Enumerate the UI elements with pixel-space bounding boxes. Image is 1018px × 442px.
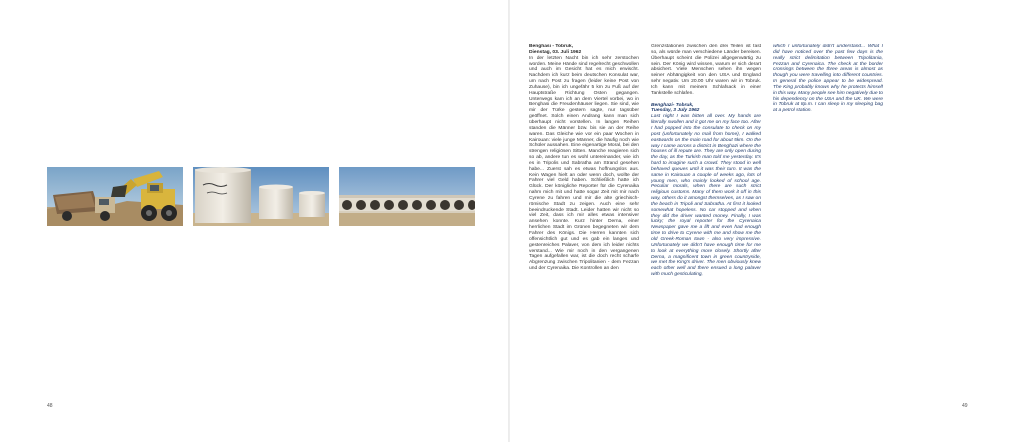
- page-number-right: 49: [962, 403, 968, 409]
- english-heading-line1: Benghazi- Tobruk,: [651, 102, 694, 108]
- english-heading-line2: Tuesday, 3 July 1962: [651, 108, 700, 114]
- text-column-german: [529, 44, 639, 414]
- page-gutter: [508, 0, 510, 442]
- photo-truck-loading: [47, 167, 183, 226]
- cisterns-photo-graphic: [193, 167, 329, 226]
- truck-photo-graphic: [47, 167, 183, 226]
- german-body-part2: Grenzstationen zwischen den drei Teilen ist fast so, als würde man verschiedene Länder bereisen. Überhaupt scheint die Polizei allgegenwärtig zu sein. Der König wird wissen, warum er sich derart absichert. Viele Menschen sehen ihn wegen seiner Abhängigkeit von den USA und England sehr negativ. Um 20.00 Uhr waren wir in Tobruk. Ich kann mit meinem Schlafsack in einer Tankstelle schlafen.: [651, 44, 761, 96]
- pipes-photo-graphic: [339, 167, 475, 226]
- german-body-part1: In der letzten Nacht bin ich sehr zerstochen worden. Meine Hände sind regelrecht geschwollen und auch im Gesicht hat es mich erwischt. Nachdem ich kurz beim deutschen Konsulat war, um nach Post zu fragen (leider keine Post von Zuhause), bin ich ungefähr 5 km zu Fuß auf der Hauptstraße Richtung Osten gegangen. Unterwegs kam ich an dem Viertel vorbei, wo in Benghasi die Freudenhäuser liegen. Sie sind, wie mir der Türke gestern sagte, nur tagsüber geöffnet. Solch einen Andrang kann man sich überhaupt nicht vorstellen. In langen Reihen standen die Männer bzw. bis sie an der Reihe waren. Das Gleiche wie vor ein paar Wochen in Kairouan: viele junge Männer, die häufig noch wie Schüler aussahen. Eine eigenartige Moral, bei den strengen religiösen Sitten. Manche reagieren sich so ab, andere tun es wohl untereinander, wie ich es in Tripolis und Sabratha am Strand gesehen habe... Zuerst sah es etwas hoffnungslos aus. Kein Wagen hielt an oder wenn doch, wollte der Fahrer viel Geld haben. Schließlich hatte ich Glück. Der königliche Reporter für die Cyrenaika nahm mich mit und hatte sogar Zeit mit mir nach Cyrene zu fahren und mir die alte griechisch-römische Stadt zu zeigen. Auch eine sehr beeindruckende Stadt. Leider hatten wir nicht so viel Zeit, dass ich mir alles etwas intensiver ansehen konnte. Kurz hinter Derna, einer herrlichen Stadt im Grünen begegneten wir dem Fahrer des Königs. Die Herren kannten sich offensichtlich gut und es gab ein langes und gestenreiches Palaver, von dem ich leider nichts verstand... Wie mir noch in den vergangenen Tagen aufgefallen war, ist die doch recht scharfe Abgrenzung zwischen Tripolitanien - dem Fezzan und der Cyrenaika. Die Kontrollen an den: [529, 55, 639, 272]
- photo-pipes: [339, 167, 475, 226]
- text-column-english: [773, 44, 883, 184]
- english-body-part2: which I unfortunately didn't understand... What I did have noticed over the past few days is the really strict delimitation between Tripolitania, Fezzan and Cyrenaica. The check at the border crossings between the three areas is almost as though you were travelling into different countries. In general the police appear to be widespread. The King probably knows why he protects himself in this way. Many people see him negatively due to his dependency on the USA and the UK. We were in Tobruk at 8p.m. I can sleep in my sleeping bag at a petrol station.: [773, 44, 883, 114]
- english-body-part1: Last night I was bitten all over. My hands are literally swollen and it got me on my face too. After I had popped into the consulate to check on my post (unfortunately no mail from home), I walked eastwards on the main road for about 5km. On the way I came across a district in Benghazi where the houses of ill repute are. They are only open during the day, as the Turkish man told me yesterday. It's hard to imagine such a crowd. They stood in well behaved queues until it was their turn. It was the same in Kairouan a couple of weeks ago, lots of young men, who mainly looked of school age. Peculiar morals, when there are such strict religious customs. Many of them work it off in this way, others do it amongst themselves, as I saw on the beach in Tripoli and Sabratha. At first it looked somewhat hopeless. No car stopped and when they did the driver wanted money. Finally, I was lucky; the royal reporter for the Cyrenaica Newspaper gave me a lift and even had enough time to drive to Cyrene with me and show me the old Greek-Roman town - also very impressive. Unfortunately we didn't have enough time for me to look at everything more closely. Shortly after Derna, a magnificent town in green countryside, we met the King's driver. The men obviously knew each other well and there ensued a long palaver with much gesticulating,: [651, 114, 761, 278]
- page-number-left: 48: [47, 403, 53, 409]
- german-heading-line2: Dienstag, 03. Juli 1962: [529, 49, 582, 55]
- text-column-middle: [651, 44, 761, 414]
- photo-cisterns: [193, 167, 329, 226]
- german-heading-line1: Benghasi - Tobruk,: [529, 44, 573, 49]
